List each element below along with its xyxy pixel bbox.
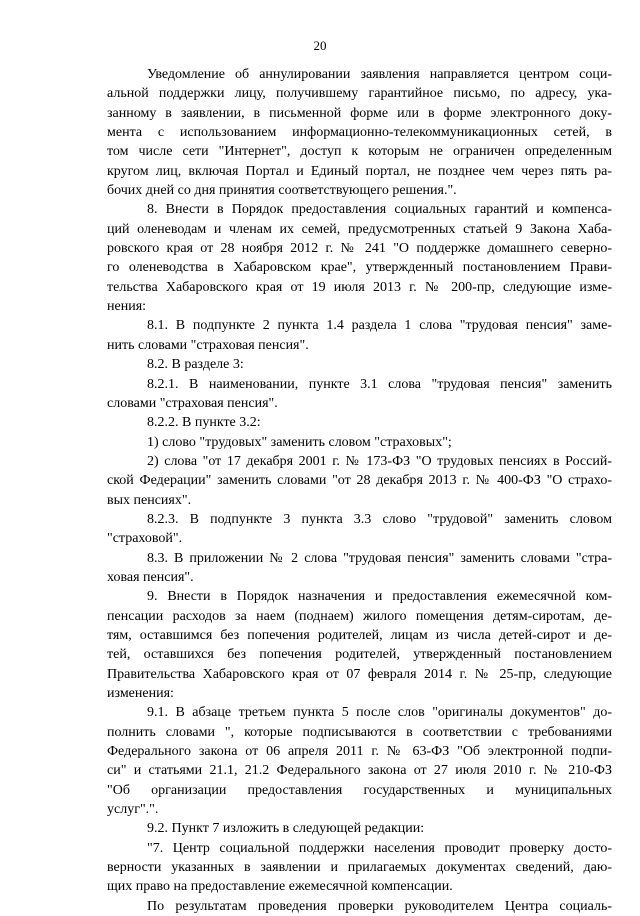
text-line: 8. Внести в Порядок предоставления социальных гарантий и компенса- [147, 202, 612, 218]
text-line: ций оленеводам и членам их семей, предусмотренных статьей 9 Закона Хаба- [107, 221, 612, 237]
text-line: 8.3. В приложении № 2 слова "трудовая пенсия" заменить словами "стра- [147, 550, 612, 566]
text-line: 9. Внести в Порядок назначения и предоставления ежемесячной ком- [147, 589, 612, 605]
text-line: нения: [107, 299, 147, 315]
text-line: Федерального закона от 06 апреля 2011 г. № 63-ФЗ "Об электронной подпи- [107, 744, 612, 760]
text-line: бочих дней со дня принятия соответствующего решения.". [107, 183, 457, 199]
text-line: "7. Центр социальной поддержки населения проводит проверку досто- [147, 840, 612, 856]
text-line: го оленеводства в Хабаровском крае", утвержденный постановлением Прави- [107, 260, 612, 276]
text-line: верности указанных в заявлении и прилагаемых документах сведений, даю- [107, 860, 612, 876]
text-line: кругом лиц, включая Портал и Единый портал, не позднее чем через пять ра- [107, 163, 612, 179]
text-line: 8.2.1. В наименовании, пункте 3.1 слова "трудовая пенсия" заменить [147, 376, 612, 392]
text-line: 8.2.3. В подпункте 3 пункта 3.3 слово "трудовой" заменить словом [147, 511, 612, 527]
document-body [107, 65, 612, 916]
text-line: щих право на предоставление ежемесячной компенсации. [107, 879, 453, 895]
text-line: 2) слова "от 17 декабря 2001 г. № 173-ФЗ "О трудовых пенсиях в Россий- [147, 453, 612, 469]
text-line: По результатам проведения проверки руководителем Центра социаль- [147, 898, 612, 914]
text-line: "Об организации предоставления государственных и муниципальных [107, 782, 612, 798]
text-line: тей, оставшихся без попечения родителей, утвержденный постановлением [107, 647, 612, 663]
text-line: мента с использованием информационно-телекоммуникационных сетей, в [107, 125, 612, 141]
text-line: занному в заявлении, в письменной форме или в форме электронного доку- [107, 105, 612, 121]
text-line: том числе сети "Интернет", доступ к которым не ограничен определенным [107, 144, 612, 160]
text-line: ховая пенсия". [107, 569, 194, 585]
text-line: нить словами "страховая пенсия". [107, 337, 309, 353]
text-line: полнить словами ", которые подписываются в соответствии с требованиями [107, 724, 612, 740]
text-line: альной поддержки лицу, получившему гарантийное письмо, по адресу, ука- [107, 86, 612, 102]
text-line: ровского края от 28 ноября 2012 г. № 241 "О поддержке домашнего северно- [107, 241, 612, 257]
text-line: Уведомление об аннулировании заявления направляется центром соци- [147, 67, 612, 82]
text-line: изменения: [107, 686, 174, 701]
text-line: 9.2. Пункт 7 изложить в следующей редакции: [147, 821, 425, 837]
text-line: Правительства Хабаровского края от 07 февраля 2014 г. № 25-пр, следующие [107, 666, 612, 682]
text-line: ской Федерации" заменить словами "от 28 декабря 2013 г. № 400-ФЗ "О страхо- [107, 473, 612, 489]
text-line: пенсации расходов за наем (поднаем) жилого помещения детям-сиротам, де- [107, 608, 612, 624]
text-line: тям, оставшимся без попечения родителей, лицам из числа детей-сирот и де- [107, 627, 612, 643]
text-line: 8.2. В разделе 3: [147, 357, 244, 373]
text-line: вых пенсиях". [107, 492, 192, 508]
text-line: тельства Хабаровского края от 19 июля 2013 г. № 200-пр, следующие изме- [107, 279, 612, 295]
text-line: словами "страховая пенсия". [107, 395, 278, 411]
text-line: 9.1. В абзаце третьем пункта 5 после слов "оригиналы документов" до- [147, 705, 612, 721]
text-line: си" и статьями 21.1, 21.2 Федерального закона от 27 июля 2010 г. № 210-ФЗ [107, 763, 612, 779]
text-line: "страховой". [107, 531, 183, 547]
text-line: 8.2.2. В пункте 3.2: [147, 415, 261, 431]
text-line: 8.1. В подпункте 2 пункта 1.4 раздела 1 слова "трудовая пенсия" заме- [147, 318, 612, 334]
page-number: 20 [313, 38, 327, 53]
text-line: услуг".". [107, 802, 159, 818]
text-line: 1) слово "трудовых" заменить словом "страховых"; [147, 434, 452, 450]
